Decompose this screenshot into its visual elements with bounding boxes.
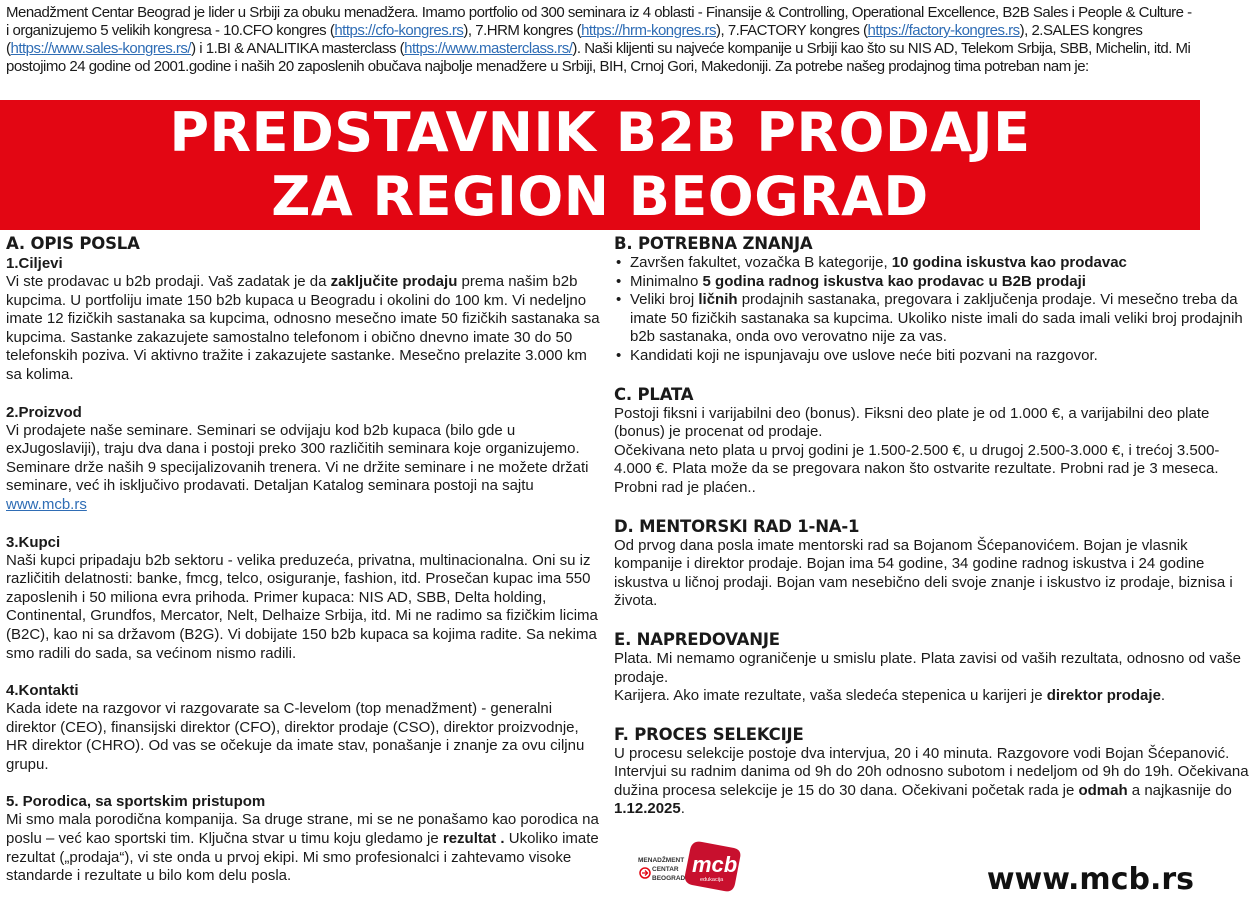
subheading-proizvod: 2.Proizvod	[6, 403, 82, 421]
intro-paragraph	[6, 4, 1196, 76]
svg-text:BEOGRAD: BEOGRAD	[652, 875, 686, 882]
text-segment: ), 7.FACTORY kongres (	[715, 22, 868, 39]
bold-text: zaključite prodaju	[330, 273, 458, 290]
inline-link[interactable]: https://hrm-kongres.rs	[581, 22, 716, 39]
website-link[interactable]: www.mcb.rs	[986, 862, 1194, 897]
text-segment: Ukoliko imate rezultat („prodaja“), vi ste onda u prvoj ekipi. Mi smo profesionalci i zahtevamo visoke standarde i rezultate u bilo kom delu posla.	[6, 830, 599, 885]
text-segment: prema našim b2b kupcima. U portfoliju imate 150 b2b kupaca u Beogradu i okolini do 100 km. Vi nedeljno imate 12 fizičkih sastanaka sa kupcima, odnosno mesečno imate 50 fizičkih sastanaka sa kupcima. Sastanke zakazujete samostalno telefonom i obično dnevno imate 30 do 50 telefonskih poziva. Vi aktivno tražite i zakazujete sastanke. Mesečno prelazite 3.000 km sa kolima.	[6, 273, 600, 383]
text-segment: prodajnih sastanaka, pregovara i zaključenja prodaje. Vi mesečno treba da imate 50 fizičkih sastanaka sa kupcima. Ukoliko niste imali do sada imali veliki broj prodajnih b2b sastanaka, onda ovo verovatno nije za vas.	[630, 291, 1243, 346]
svg-text:CENTAR: CENTAR	[652, 866, 679, 873]
text-segment: Od prvog dana posla imate mentorski rad sa Bojanom Šćepanovićem. Bojan je vlasnik kompanije i direktor prodaje. Bojan ima 54 godine, 34 godine radnog iskustva i 24 godine iskustva u ličnoj prodaji. Bojan vam nesebično deli svoje znanje i iskustvo iz prodaje, biznisa i života.	[614, 536, 1233, 610]
bold-text: direktor prodaje	[1046, 687, 1161, 705]
text-segment: Mi smo mala porodična kompanija. Sa druge strane, mi se ne ponašamo kao porodica na poslu – već kao sportski tim. Ključna stvar u timu koju gledamo je	[6, 811, 599, 848]
text-segment: Veliki broj	[630, 291, 699, 309]
text-segment: Kandidati koji ne ispunjavaju ove uslove neće biti pozvani na razgovor.	[630, 346, 1098, 364]
section-heading-potrebna-znanja: B. POTREBNA ZNANJA	[614, 234, 813, 253]
text-segment: a najkasnije do	[1127, 781, 1232, 799]
requirements-column	[614, 233, 1254, 819]
subheading-porodica: 5. Porodica, sa sportskim pristupom	[6, 793, 266, 811]
subheading-kupci: 3.Kupci	[6, 533, 61, 551]
bold-text: odmah	[1078, 781, 1128, 799]
text-segment: ), 2.SALES kongres (	[6, 22, 1143, 57]
inline-link[interactable]: www.mcb.rs	[6, 495, 87, 513]
requirement-item	[614, 347, 1254, 366]
text-segment: ), 7.HRM kongres (	[463, 22, 582, 39]
text-segment: Menadžment Centar Beograd je lider u Srbiji za obuku menadžera. Imamo portfolio od 300 seminara iz 4 oblasti - Finansije & Controlling, Operational Excellence, B2B Sales i People & Culture - i organizujemo 5 velikih kongresa - 10.CFO kongres (	[6, 4, 1192, 39]
text-segment: ) i 1.BI & ANALITIKA masterclass (	[191, 40, 405, 57]
text-segment: Očekivana neto plata u prvoj godini je 1.500-2.500 €, u drugoj 2.500-3.000 €, i trećoj 3.500-4.000 €. Plata može da se pregovara nakon što ostvarite rezultate. Probni rad je 3 meseca. Probni rad je plaćen..	[614, 441, 1220, 496]
text-segment: U procesu selekcije postoje dva intervjua, 20 i 40 minuta. Razgovore vodi Bojan Šćepanović. Intervjui su radnim danima od 9h do 20h odnosno subotom i nedeljom od 9h do 19h. Očekivana dužina procesa selekcije je 15 do 30 dana. Očekivani početak rada je	[614, 744, 1249, 799]
plata-text-2	[614, 442, 1254, 498]
bold-text: 10 godina iskustva kao prodavac	[891, 254, 1127, 271]
job-description-column	[6, 233, 600, 886]
requirement-item	[614, 273, 1254, 292]
svg-text:MENADŽMENT: MENADŽMENT	[638, 857, 685, 864]
napredovanje-text-2	[614, 687, 1254, 706]
bold-text: ličnih	[698, 291, 738, 309]
section-heading-plata: C. PLATA	[614, 384, 694, 404]
svg-text:edukacija: edukacija	[700, 877, 724, 883]
subheading-ciljevi: 1.Ciljevi	[6, 255, 63, 272]
mcb-logo	[638, 836, 748, 894]
section-heading-proces-selekcije: F. PROCES SELEKCIJE	[614, 724, 804, 744]
text-segment: Plata. Mi nemamo ograničenje u smislu plate. Plata zavisi od vaših rezultata, odnosno od vaše prodaje.	[614, 649, 1242, 686]
text-segment: Karijera. Ako imate rezultate, vaša sledeća stepenica u karijeri je	[614, 687, 1047, 705]
text-segment: .	[1160, 687, 1166, 705]
inline-link[interactable]: https://cfo-kongres.rs	[334, 22, 464, 39]
inline-link[interactable]: https://www.masterclass.rs/	[404, 40, 573, 57]
bold-text: 5 godina radnog iskustva kao prodavac u B2B prodaji	[702, 272, 1086, 290]
text-segment: Naši kupci pripadaju b2b sektoru - velika preduzeća, privatna, multinacionalna. Oni su iz različitih delatnosti: banke, fmcg, telco, osiguranje, fashion, itd. Prosečan kupac ima 550 zaposlenih i 50 miliona evra prihoda. Primer kupaca: NIS AD, SBB, Delta holding, Continental, Grundfos, Mercator, Nelt, Delhaize Srbija, itd. Mi ne radimo sa fizičkim licima (B2C), kao ni sa državom (B2G). Vi dobijate 150 b2b kupaca sa kojima radite. Sa nekima smo radili do sada, sa većinom nismo radili.	[6, 551, 598, 662]
job-title-line-2: ZA REGION BEOGRAD	[271, 165, 929, 228]
kontakti-text	[6, 700, 600, 774]
porodica-text	[6, 811, 600, 885]
inline-link[interactable]: https://factory-kongres.rs	[867, 22, 1020, 39]
subheading-kontakti: 4.Kontakti	[6, 682, 79, 700]
text-segment: Završen fakultet, vozačka B kategorije,	[630, 254, 892, 271]
napredovanje-text-1	[614, 650, 1254, 687]
job-title-banner	[0, 100, 1200, 230]
section-heading-napredovanje: E. NAPREDOVANJE	[614, 629, 780, 649]
mentorski-text	[614, 537, 1254, 611]
section-heading-opis-posla: A. OPIS POSLA	[6, 234, 140, 253]
kupci-text	[6, 552, 600, 664]
requirement-item	[614, 254, 1254, 273]
text-segment: Minimalno	[630, 272, 703, 290]
ciljevi-text	[6, 273, 600, 385]
text-segment: Vi ste prodavac u b2b prodaji. Vaš zadatak je da	[6, 273, 331, 290]
text-segment: Kada idete na razgovor vi razgovarate sa C-levelom (top menadžment) - generalni direktor (CEO), finansijski direktor (CFO), direktor prodaje (CSO), direktor proizvodnje, HR direktor (CHRO). Od vas se očekuje da imate stav, ponašanje i znanje za ovu ciljnu grupu.	[6, 700, 585, 773]
text-segment: Vi prodajete naše seminare. Seminari se odvijaju kod b2b kupaca (bilo gde u exJugoslaviji), traju dva dana i postoji preko 300 različitih seminara koje organizujemo. Seminare drže naših 9 specijalizovanih trenera. Vi ne držite seminare i ne možete držati seminare, već ih isključivo prodavati. Detaljan Katalog seminara postoji na sajtu	[6, 421, 589, 495]
plata-text-1	[614, 405, 1254, 442]
requirements-list	[614, 254, 1254, 366]
text-segment: Postoji fiksni i varijabilni deo (bonus). Fiksni deo plate je od 1.000 €, a varijabilni deo plate (bonus) je procenat od prodaje.	[614, 404, 1210, 441]
bold-text: 1.12.2025	[614, 800, 681, 818]
job-title-line-1: PREDSTAVNIK B2B PRODAJE	[169, 101, 1031, 164]
proizvod-text	[6, 422, 600, 515]
selekcija-text	[614, 745, 1254, 819]
svg-text:mcb: mcb	[692, 852, 738, 877]
requirement-item	[614, 291, 1254, 347]
inline-link[interactable]: https://www.sales-kongres.rs/	[10, 40, 192, 57]
section-heading-mentorski-rad: D. MENTORSKI RAD 1-NA-1	[614, 516, 860, 536]
text-segment: .	[680, 800, 685, 818]
bold-text: rezultat .	[442, 830, 505, 848]
text-segment: ). Naši klijenti su najveće kompanije u Srbiji kao što su NIS AD, Telekom Srbija, SBB, Michelin, itd. Mi postojimo 24 godine od 2001.godine i naših 20 zaposlenih obučava najbolje menadžere u Srbiji, BIH, Crnoj Gori, Makedoniji. Za potrebe našeg prodajnog tima potreban nam je:	[6, 40, 1191, 75]
